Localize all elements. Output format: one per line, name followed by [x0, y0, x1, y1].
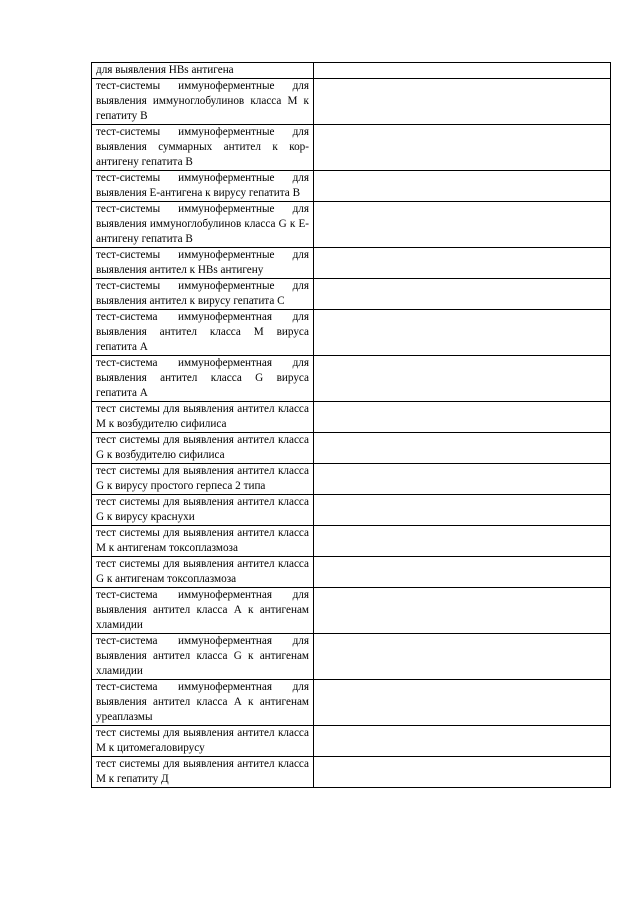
table-row: [92, 248, 611, 279]
table-row: [92, 402, 611, 433]
reagent-value-cell: [314, 125, 611, 171]
reagent-value-cell: [314, 680, 611, 726]
reagent-name-cell: тест системы для выявления антител класса G к антигенам токсоплазмоза: [92, 557, 314, 588]
reagent-name-cell: тест системы для выявления антител класса G к вирусу краснухи: [92, 495, 314, 526]
table-row: [92, 680, 611, 726]
reagents-table: [91, 62, 611, 788]
reagent-name-cell: тест-системы иммуноферментные для выявления антител к HBs антигену: [92, 248, 314, 279]
reagent-value-cell: [314, 495, 611, 526]
table-row: [92, 171, 611, 202]
reagent-value-cell: [314, 310, 611, 356]
reagent-value-cell: [314, 526, 611, 557]
reagent-value-cell: [314, 588, 611, 634]
table-row: [92, 757, 611, 788]
table-row: [92, 202, 611, 248]
reagent-name-cell: для выявления HBs антигена: [92, 63, 314, 79]
table-row: [92, 526, 611, 557]
reagent-name-cell: тест системы для выявления антител класса М к цитомегаловирусу: [92, 726, 314, 757]
reagent-name-cell: тест-системы иммуноферментные для выявления иммуноглобулинов класса М к гепатиту В: [92, 79, 314, 125]
table-row: [92, 495, 611, 526]
reagent-value-cell: [314, 202, 611, 248]
reagent-name-cell: тест системы для выявления антител класса М к возбудителю сифилиса: [92, 402, 314, 433]
reagent-name-cell: тест-системы иммуноферментные для выявления Е-антигена к вирусу гепатита В: [92, 171, 314, 202]
reagent-value-cell: [314, 433, 611, 464]
reagent-name-cell: тест системы для выявления антител класса М к антигенам токсоплазмоза: [92, 526, 314, 557]
reagent-name-cell: тест-система иммуноферментная для выявления антител класса А к антигенам хламидии: [92, 588, 314, 634]
reagents-table-body: [92, 63, 611, 788]
reagent-name-cell: тест-система иммуноферментная для выявления антител класса G вируса гепатита А: [92, 356, 314, 402]
reagent-name-cell: тест-система иммуноферментная для выявления антител класса G к антигенам хламидии: [92, 634, 314, 680]
reagent-name-cell: тест системы для выявления антител класса G к вирусу простого герпеса 2 типа: [92, 464, 314, 495]
table-row: [92, 125, 611, 171]
table-row: [92, 79, 611, 125]
reagent-value-cell: [314, 248, 611, 279]
reagent-name-cell: тест системы для выявления антител класса G к возбудителю сифилиса: [92, 433, 314, 464]
table-row: [92, 588, 611, 634]
table-row: [92, 310, 611, 356]
reagent-name-cell: тест системы для выявления антител класса М к гепатиту Д: [92, 757, 314, 788]
table-row: [92, 433, 611, 464]
reagent-name-cell: тест-системы иммуноферментные для выявления суммарных антител к кор-антигену гепатита В: [92, 125, 314, 171]
table-row: [92, 557, 611, 588]
reagent-value-cell: [314, 63, 611, 79]
reagent-value-cell: [314, 634, 611, 680]
reagent-value-cell: [314, 726, 611, 757]
reagent-name-cell: тест-система иммуноферментная для выявления антител класса А к антигенам уреаплазмы: [92, 680, 314, 726]
reagent-name-cell: тест-система иммуноферментная для выявления антител класса М вируса гепатита А: [92, 310, 314, 356]
table-row: [92, 726, 611, 757]
reagent-value-cell: [314, 757, 611, 788]
reagent-name-cell: тест-системы иммуноферментные для выявления иммуноглобулинов класса G к Е-антигену гепатита В: [92, 202, 314, 248]
table-row: [92, 634, 611, 680]
reagent-value-cell: [314, 464, 611, 495]
table-row: [92, 63, 611, 79]
reagent-value-cell: [314, 402, 611, 433]
table-row: [92, 356, 611, 402]
reagent-value-cell: [314, 356, 611, 402]
reagent-name-cell: тест-системы иммуноферментные для выявления антител к вирусу гепатита С: [92, 279, 314, 310]
table-row: [92, 279, 611, 310]
table-row: [92, 464, 611, 495]
reagent-value-cell: [314, 79, 611, 125]
reagent-value-cell: [314, 171, 611, 202]
reagent-value-cell: [314, 279, 611, 310]
reagent-value-cell: [314, 557, 611, 588]
